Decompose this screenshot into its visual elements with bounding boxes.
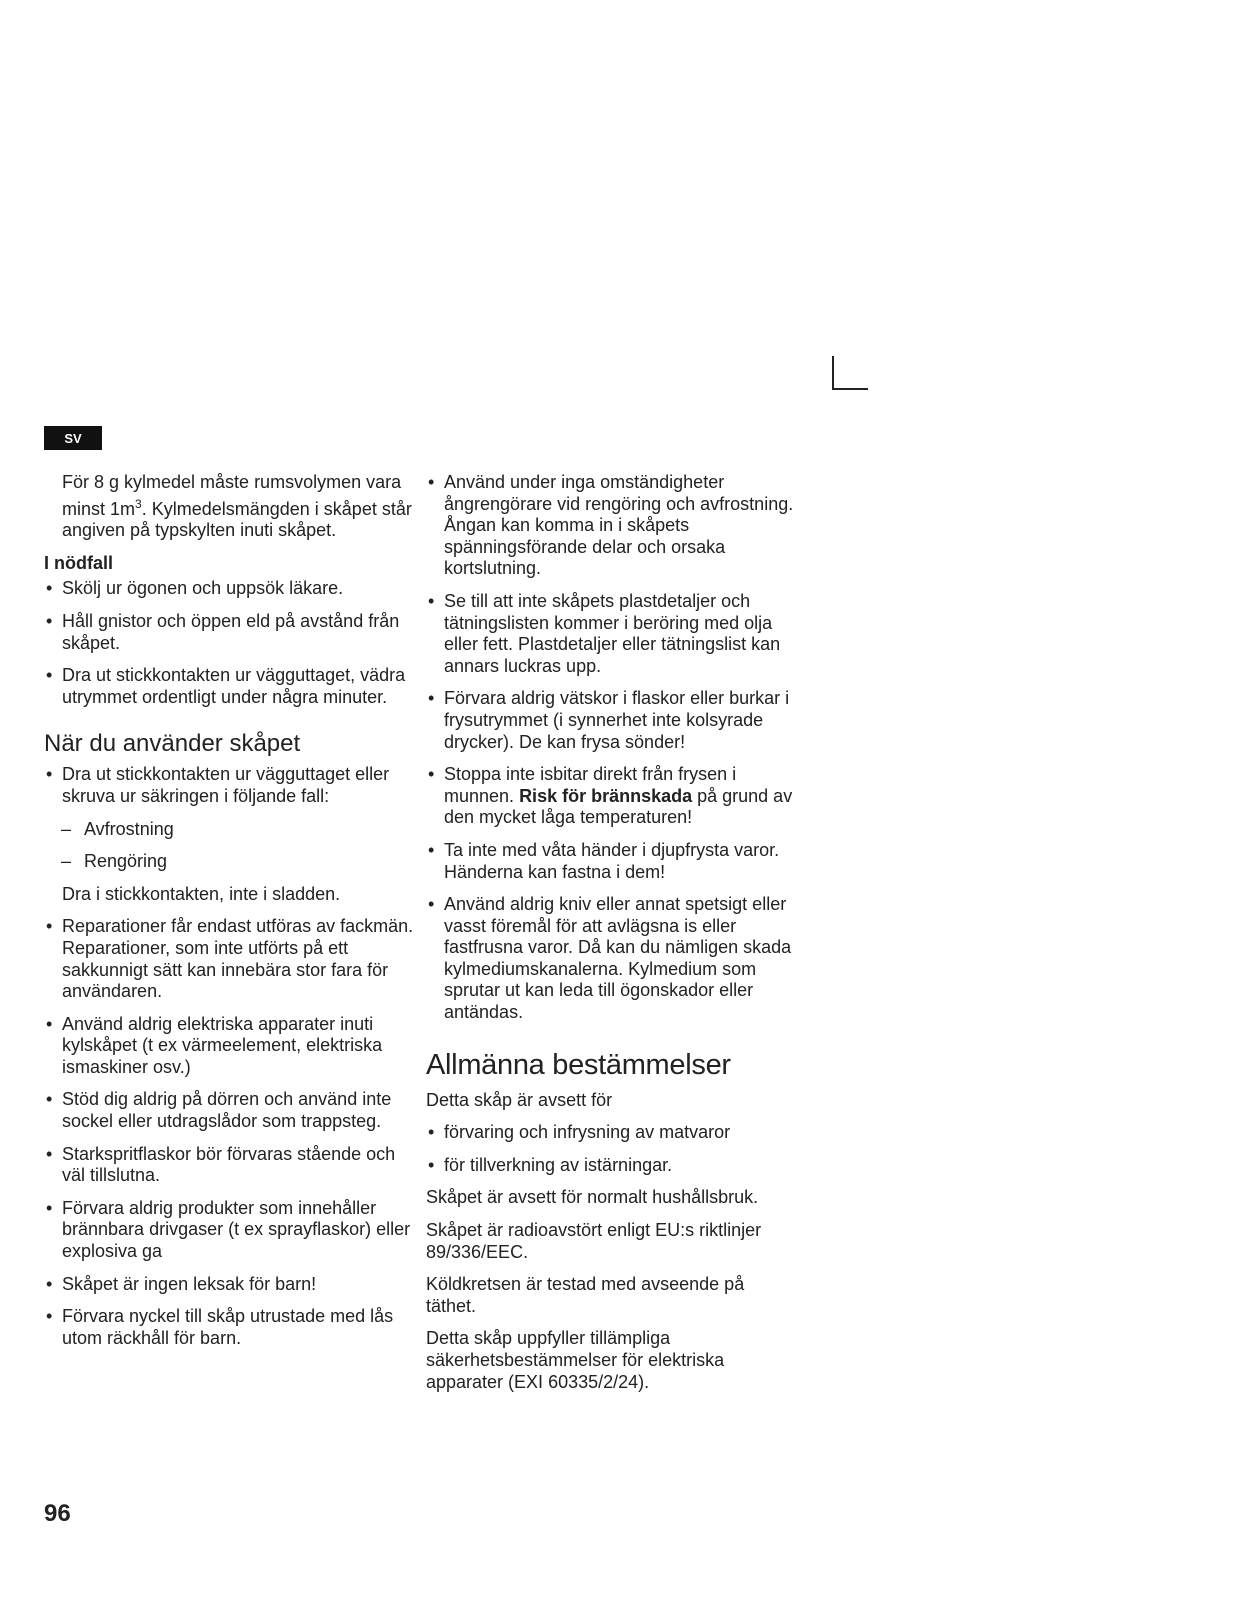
intro-text-end: . Kylmedelsmängden i skåpet står angiven på typskylten inuti skåpet. <box>62 498 412 541</box>
refrigerant-paragraph <box>44 472 416 542</box>
list-item: • Se till att inte skåpets plastdetaljer och tätningslisten kommer i beröring med olja eller fett. Plastdetaljer eller tätningslist kan annars luckras upp. <box>426 591 798 677</box>
list-item: • förvaring och infrysning av matvaror <box>426 1122 798 1144</box>
list-item: • Förvara aldrig vätskor i flaskor eller burkar i frysutrymmet (i synnerhet inte kolsyrade drycker). De kan frysa sönder! <box>426 688 798 753</box>
intro-text: För 8 g kylmedel måste rumsvolymen vara minst 1m <box>62 472 402 519</box>
list-item: • Stöd dig aldrig på dörren och använd inte sockel eller utdragslådor som trappsteg. <box>44 1089 416 1132</box>
right-column <box>426 472 798 1404</box>
list-item: • Använd aldrig elektriska apparater inuti kylskåpet (t ex värmeelement, elektriska ismaskiner osv.) <box>44 1014 416 1079</box>
section-heading-using: När du använder skåpet <box>44 730 301 758</box>
list-item: • Ta inte med våta händer i djupfrysta varor. Händerna kan fastna i dem! <box>426 840 798 883</box>
paragraph: Skåpet är radioavstört enligt EU:s riktlinjer 89/336/EEC. <box>426 1220 762 1262</box>
plug-note: Dra i stickkontakten, inte i sladden. <box>62 883 341 904</box>
list-item: • Skölj ur ögonen och uppsök läkare. <box>44 578 416 600</box>
dash-item: – Avfrostning <box>44 819 416 841</box>
section-heading-general: Allmänna bestämmelser <box>426 1048 731 1081</box>
left-column <box>44 472 416 1360</box>
paragraph: Köldkretsen är testad med avseende på täthet. <box>426 1274 745 1316</box>
list-item: • Dra ut stickkontakten ur vägguttaget eller skruva ur säkringen i följande fall: <box>44 764 416 807</box>
list-item: • Skåpet är ingen leksak för barn! <box>44 1274 416 1296</box>
crop-mark <box>832 356 868 390</box>
list-item: • Använd aldrig kniv eller annat spetsigt eller vasst föremål för att avlägsna is eller fastfrusna varor. Då kan du nämligen skada kylmediumskanalerna. Kylmedium som sprutar ut kan leda till ögonskador eller antändas. <box>426 894 798 1024</box>
list-item-ice-warning <box>426 764 798 829</box>
burn-risk-warning: Risk för brännskada <box>519 785 693 806</box>
emergency-heading: I nödfall <box>44 552 113 573</box>
list-item: • Starkspritflaskor bör förvaras stående och väl tillslutna. <box>44 1144 416 1187</box>
paragraph: Detta skåp uppfyller tillämpliga säkerhetsbestämmelser för elektriska apparater (EXI 60335/2/24). <box>426 1328 725 1392</box>
page-number: 96 <box>44 1500 71 1527</box>
general-intro: Detta skåp är avsett för <box>426 1089 613 1110</box>
list-item: • Använd under inga omständigheter ångrengörare vid rengöring och avfrostning. Ångan kan komma in i skåpets spänningsförande delar och orsaka kortslutning. <box>426 472 798 580</box>
paragraph: Skåpet är avsett för normalt hushållsbruk. <box>426 1187 759 1208</box>
dash-item: – Rengöring <box>44 851 416 873</box>
list-item: • Dra ut stickkontakten ur vägguttaget, vädra utrymmet ordentligt under några minuter. <box>44 665 416 708</box>
list-item: • Förvara aldrig produkter som innehåller brännbara drivgaser (t ex sprayflaskor) eller explosiva ga <box>44 1198 416 1263</box>
list-item: • Förvara nyckel till skåp utrustade med lås utom räckhåll för barn. <box>44 1306 416 1349</box>
list-item: • för tillverkning av istärningar. <box>426 1155 798 1177</box>
superscript: 3 <box>135 496 142 511</box>
ice-text-end: på grund av den mycket låga temperaturen! <box>444 785 793 828</box>
list-item: • Håll gnistor och öppen eld på avstånd från skåpet. <box>44 611 416 654</box>
ice-text: Stoppa inte isbitar direkt från frysen i munnen. <box>444 764 737 806</box>
list-item: • Reparationer får endast utföras av fackmän. Reparationer, som inte utförts på ett sakkunnigt sätt kan innebära stor fara för användaren. <box>44 916 416 1002</box>
language-badge: SV <box>44 426 102 450</box>
